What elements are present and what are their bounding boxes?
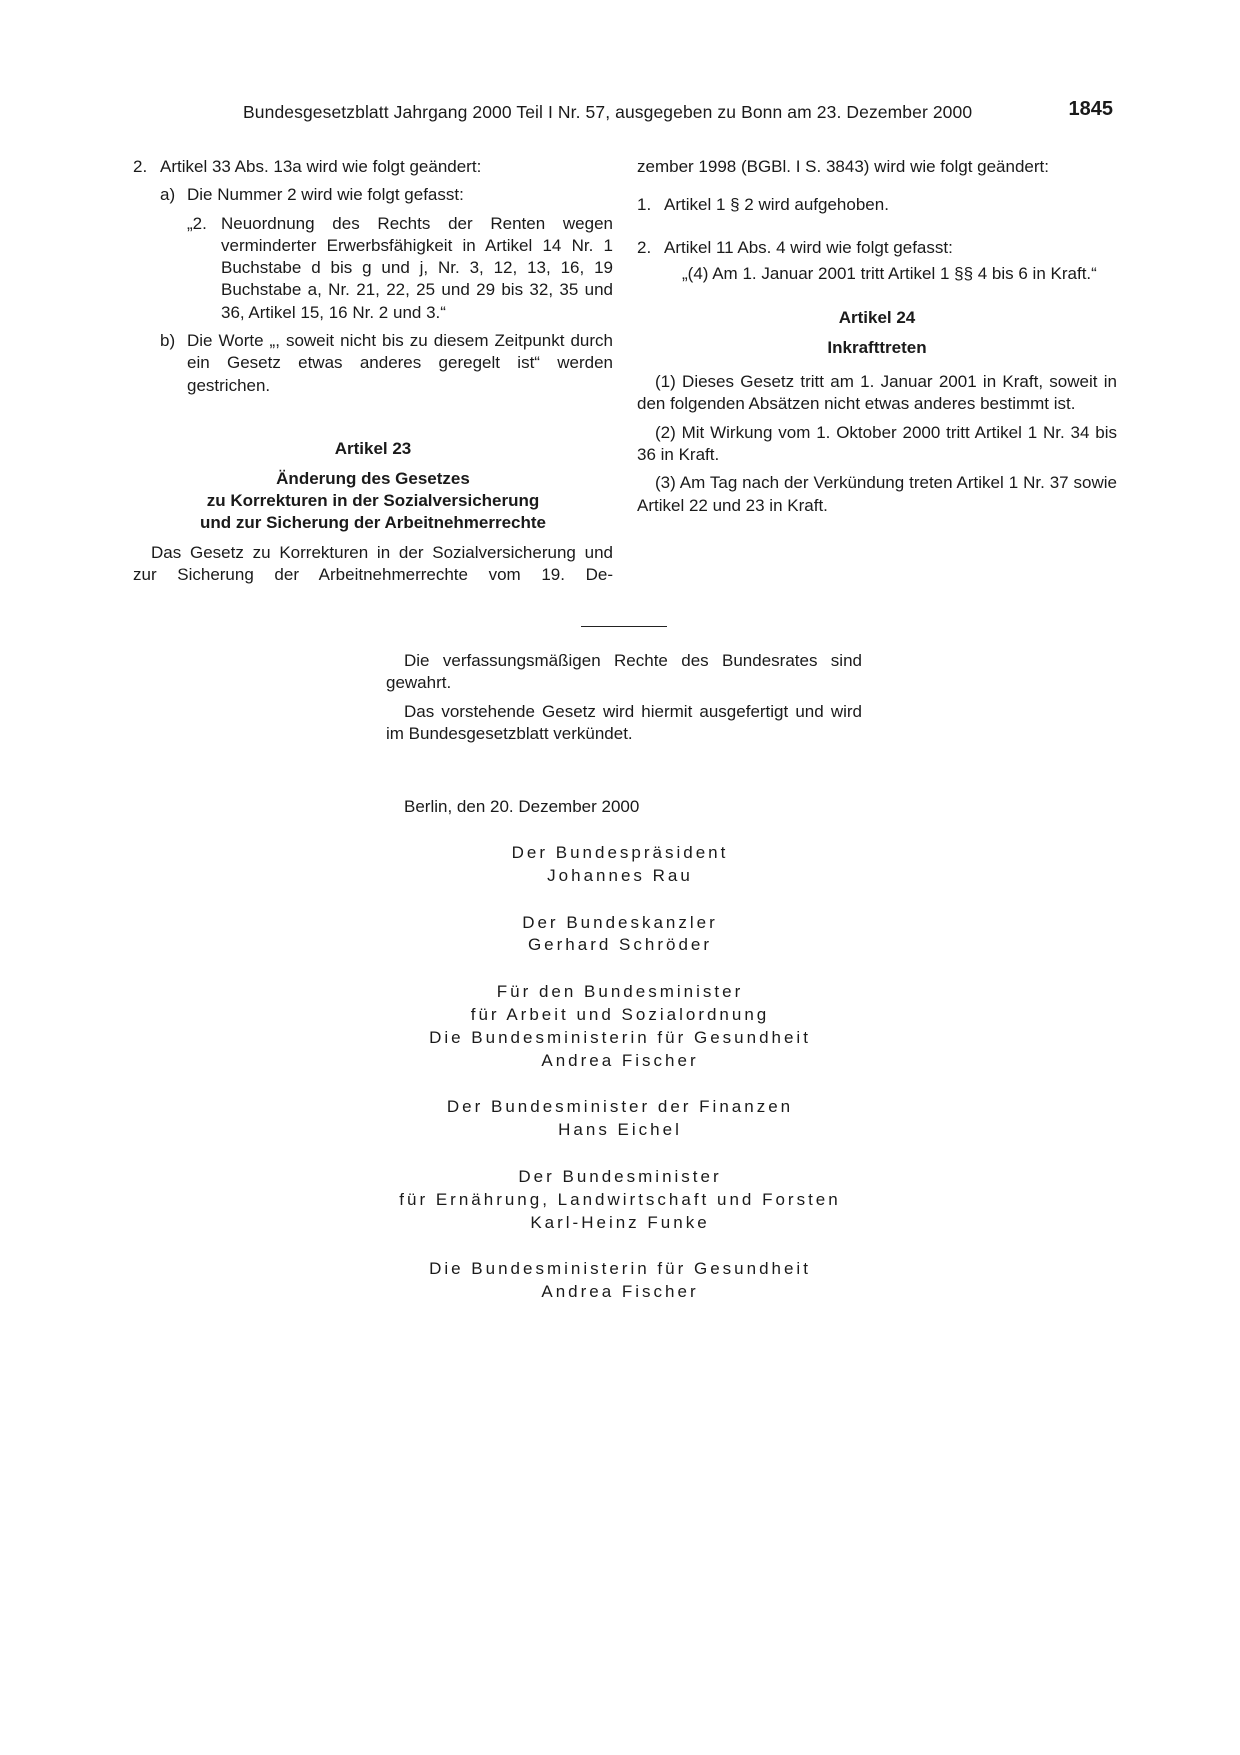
item-text: Artikel 33 Abs. 13a wird wie folgt geändert: <box>160 157 482 176</box>
article-title: Artikel 23 <box>334 438 412 458</box>
list-item-1 <box>637 194 1117 216</box>
signature-line: Karl-Heinz Funke <box>530 1212 710 1232</box>
signature-block <box>300 1096 940 1142</box>
article-title: Artikel 24 <box>838 308 916 328</box>
left-column <box>133 156 613 587</box>
paragraph-3: (3) Am Tag nach der Verkündung treten Artikel 1 Nr. 37 sowie Artikel 22 und 23 in Kraft. <box>637 473 1117 515</box>
signature-block <box>300 912 940 958</box>
paragraph-2: (2) Mit Wirkung vom 1. Oktober 2000 tritt Artikel 1 Nr. 34 bis 36 in Kraft. <box>637 422 1117 465</box>
header-title: Bundesgesetzblatt Jahrgang 2000 Teil I Nr. 57, ausgegeben zu Bonn am 23. Dezember 2000 <box>243 102 973 122</box>
quoted-item <box>133 213 613 324</box>
signature-line: Hans Eichel <box>558 1120 682 1140</box>
divider-rule <box>581 626 667 627</box>
article-23-body: Das Gesetz zu Korrekturen in der Sozialversicherung und zur Sicherung der Arbeitnehmerrechte vom 19. De- <box>133 542 613 585</box>
signature-line: Andrea Fischer <box>541 1282 699 1302</box>
item-number: 2. <box>133 157 148 176</box>
signature-block <box>300 842 940 888</box>
article-heading-line: und zur Sicherung der Arbeitnehmerrechte <box>199 512 547 532</box>
item-letter: a) <box>160 185 176 205</box>
place-date: Berlin, den 20. Dezember 2000 <box>404 797 640 816</box>
item-number: 2. <box>637 237 652 257</box>
signature-line: Für den Bundesminister <box>496 982 744 1002</box>
signature-line: Der Bundesminister der Finanzen <box>446 1097 794 1117</box>
item-letter: b) <box>160 331 176 351</box>
item-text: Artikel 11 Abs. 4 wird wie folgt gefasst: <box>664 237 953 257</box>
signature-line: Gerhard Schröder <box>527 935 713 955</box>
paragraph-1: (1) Dieses Gesetz tritt am 1. Januar 2001 in Kraft, soweit in den folgenden Absätzen nicht etwas anderes bestimmt ist. <box>637 372 1117 414</box>
article-heading-line: Änderung des Gesetzes <box>276 468 470 488</box>
signature-block <box>300 981 940 1072</box>
signature-line: Johannes Rau <box>547 865 693 885</box>
item-number: 1. <box>637 195 652 215</box>
signature-line: Die Bundesministerin für Gesundheit <box>429 1027 811 1047</box>
list-item-2 <box>637 237 1117 286</box>
item-text: Artikel 1 § 2 wird aufgehoben. <box>664 195 889 215</box>
right-column <box>637 156 1117 517</box>
signature-line: Der Bundespräsident <box>511 843 729 862</box>
signature-line: für Ernährung, Landwirtschaft und Forsten <box>399 1189 841 1209</box>
quote-text: „(4) Am 1. Januar 2001 tritt Artikel 1 §§ 4 bis 6 in Kraft.“ <box>682 263 1097 283</box>
page-header <box>133 98 1113 126</box>
article-heading-line: zu Korrekturen in der Sozialversicherung <box>206 490 540 510</box>
closing-paragraph-2: Das vorstehende Gesetz wird hiermit ausgefertigt und wird im Bundesgesetzblatt verkündet. <box>386 701 862 743</box>
article-heading-line: Inkrafttreten <box>827 338 927 358</box>
quote-text: Neuordnung des Rechts der Renten wegen verminderter Erwerbsfähigkeit in Artikel 14 Nr. 1 Buchstabe d bis g und j, Nr. 3, 12, 13, 16, 19 Buchstabe a, Nr. 21, 22, 25 und 29 bis 32, 35 und 36, Artikel 15, 16 Nr. 2 und 3.“ <box>221 213 613 322</box>
article-24-heading <box>637 307 1117 359</box>
signature-line: Der Bundesminister <box>518 1166 722 1186</box>
closing-paragraph-1: Die verfassungsmäßigen Rechte des Bundesrates sind gewahrt. <box>386 651 862 693</box>
signature-line: Der Bundeskanzler <box>522 912 718 932</box>
list-item-2 <box>133 156 613 178</box>
item-text: Die Nummer 2 wird wie folgt gefasst: <box>187 185 464 205</box>
signature-block <box>300 1166 940 1234</box>
article-23-heading <box>133 438 613 534</box>
signature-line: für Arbeit und Sozialordnung <box>470 1004 770 1024</box>
quote-number: „2. <box>187 213 207 233</box>
page-number: 1845 <box>1068 98 1113 120</box>
signature-line: Die Bundesministerin für Gesundheit <box>429 1259 811 1279</box>
closing-text <box>386 650 862 745</box>
signature-line: Andrea Fischer <box>541 1050 699 1070</box>
continuation-text: zember 1998 (BGBl. I S. 3843) wird wie folgt geändert: <box>637 157 1049 176</box>
list-item-b <box>133 330 613 397</box>
signatures <box>300 842 940 1328</box>
list-item-a <box>133 184 613 206</box>
signature-block <box>300 1258 940 1304</box>
item-text: Die Worte „, soweit nicht bis zu diesem Zeitpunkt durch ein Gesetz etwas anderes geregelt ist“ werden gestrichen. <box>187 331 613 395</box>
